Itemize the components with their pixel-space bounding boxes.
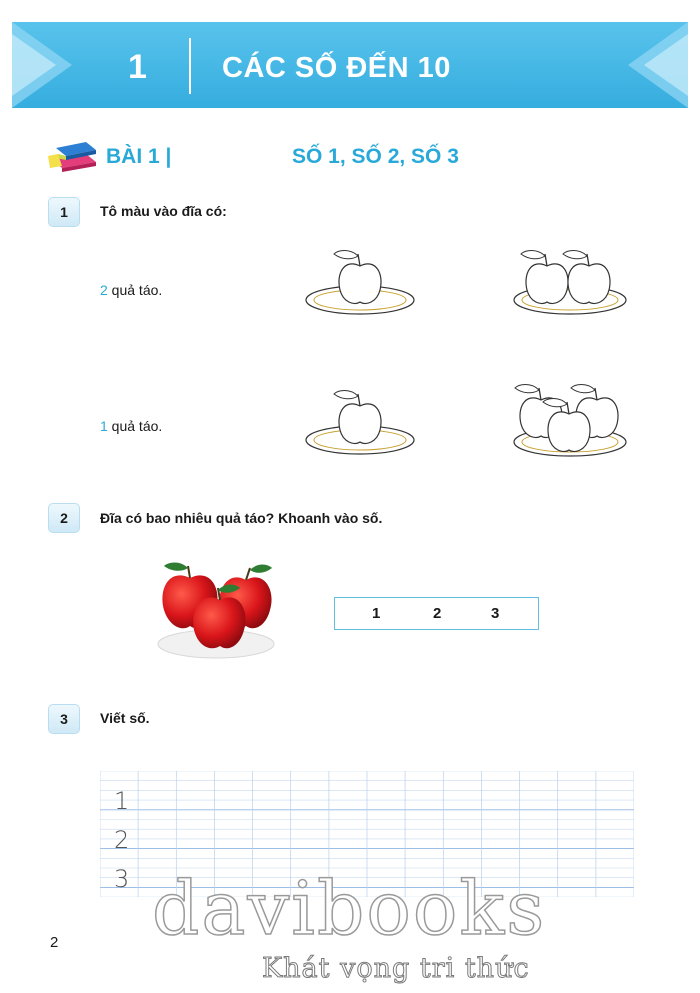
- count-text: quả táo.: [107, 418, 163, 434]
- books-icon: [46, 134, 102, 174]
- choice-number-3[interactable]: 3: [491, 605, 500, 622]
- plate-one-apple[interactable]: [300, 240, 420, 320]
- count-text: quả táo.: [107, 282, 163, 298]
- count-number: 1: [100, 418, 108, 434]
- exercise-number-badge: 1: [48, 197, 80, 227]
- plate-two-apples[interactable]: [505, 240, 635, 320]
- exercise-instruction: Tô màu vào đĩa có:: [100, 203, 227, 219]
- count-label-row-1: [100, 282, 162, 298]
- choice-number-1[interactable]: 1: [372, 605, 381, 622]
- count-number: 2: [100, 282, 108, 298]
- page-number: 2: [50, 934, 59, 951]
- chapter-number: 1: [128, 48, 147, 86]
- lesson-label: BÀI 1 |: [106, 145, 172, 168]
- trace-digit-2: 2: [114, 826, 130, 854]
- exercise-instruction: Viết số.: [100, 710, 150, 726]
- plate-red-apples-image: [150, 560, 280, 664]
- watermark-slogan: Khát vọng tri thức: [262, 953, 530, 984]
- exercise-number-badge: 2: [48, 503, 80, 533]
- chapter-title: CÁC SỐ ĐẾN 10: [222, 52, 451, 84]
- exercise-number-badge: 3: [48, 704, 80, 734]
- lesson-title: SỐ 1, SỐ 2, SỐ 3: [292, 145, 459, 168]
- trace-digit-3: 3: [114, 865, 130, 893]
- chapter-banner: [12, 22, 688, 108]
- exercise-instruction: Đĩa có bao nhiêu quả táo? Khoanh vào số.: [100, 510, 383, 526]
- watermark-brand: davibooks: [152, 866, 547, 952]
- number-choice-box: [334, 597, 539, 630]
- count-label-row-2: [100, 418, 162, 434]
- plate-three-apples[interactable]: [505, 376, 635, 462]
- trace-digit-1: 1: [114, 787, 130, 815]
- plate-one-apple[interactable]: [300, 380, 420, 460]
- choice-number-2[interactable]: 2: [433, 605, 442, 622]
